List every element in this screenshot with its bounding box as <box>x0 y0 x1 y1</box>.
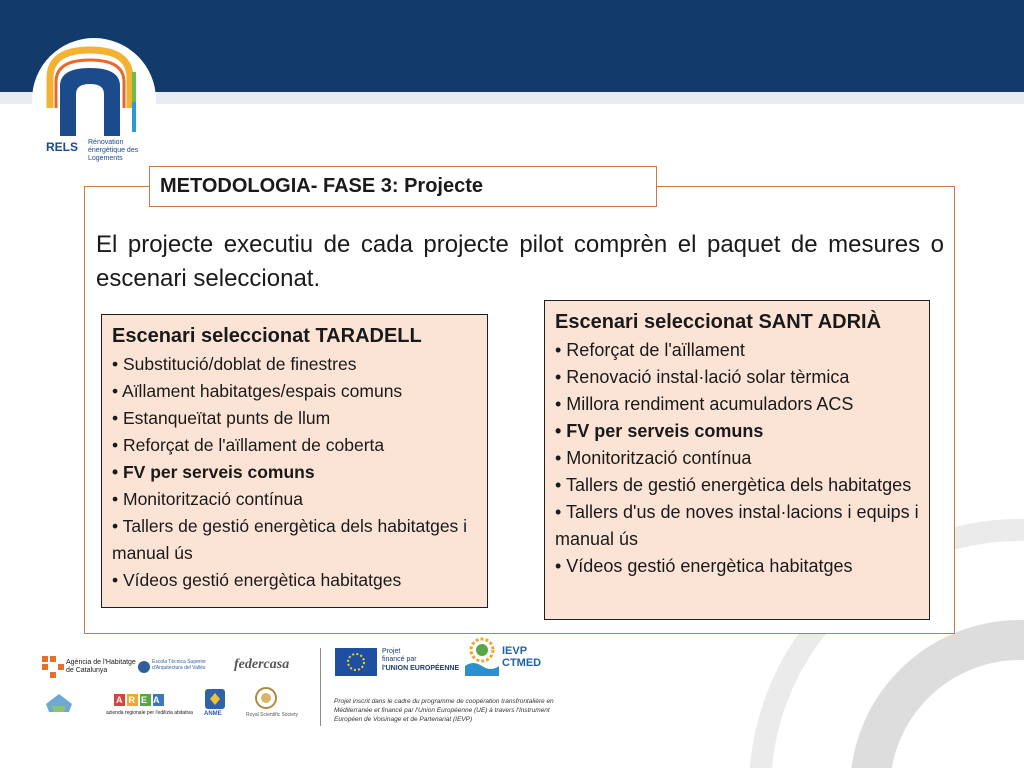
eu-disclaimer: Projet inscrit dans le cadre du programme de coopération transfrontalière en Méditerranée et financé par l'Union Européenne (UE) à travers l'Instrument Européen de Voisinage et de Partenariat (IEVP) <box>334 698 554 723</box>
measure-item: • Monitorització contínua <box>555 448 752 468</box>
scenario-taradell <box>101 314 488 608</box>
measure-list <box>555 337 919 580</box>
measure-item: • Substitució/doblat de finestres <box>112 354 357 374</box>
measure-item: • Vídeos gestió energètica habitatges <box>112 570 402 590</box>
footer-divider <box>320 648 321 726</box>
escola-logo-icon <box>137 660 151 674</box>
measure-item: • Aïllament habitatges/espais comuns <box>112 381 403 401</box>
area-sublabel: azienda regionale per l'edilizia abitativa <box>106 710 193 716</box>
escola-label: Escola Tècnica Superior d'Arquitectura del Vallès <box>152 659 207 671</box>
measure-item: • Tallers de gestió energètica dels habitatges <box>555 475 912 495</box>
house-logo-icon <box>32 38 156 138</box>
eu-line-3: l'UNION EUROPÉENNE <box>382 665 460 672</box>
scenario-sant-adria <box>544 300 930 620</box>
area-label: AREA <box>116 695 166 705</box>
measure-item: • Estanqueïtat punts de llum <box>112 408 331 428</box>
measure-item: • FV per serveis comuns <box>555 421 764 441</box>
measure-item: • Renovació instal·lació solar tèrmica <box>555 367 850 387</box>
measure-item: • Reforçat de l'aïllament <box>555 340 745 360</box>
measure-list <box>112 351 477 594</box>
anme-label: ANME <box>204 711 222 717</box>
logo-tagline: Rénovation énergétique des Logements <box>88 139 139 162</box>
ievp-label: IEVP <box>502 645 528 657</box>
measure-item: • Millora rendiment acumuladors ACS <box>555 394 854 414</box>
eu-line-2: financé par <box>382 656 417 663</box>
eu-line-1: Projet <box>382 648 401 655</box>
agencia-habitatge-logo-icon <box>42 656 64 678</box>
anme-logo-icon <box>204 688 226 710</box>
scenario-title: Escenari seleccionat SANT ADRIÀ <box>555 311 882 333</box>
ievp-ctmed-logo-icon <box>465 636 499 678</box>
measure-item: • Reforçat de l'aïllament de coberta <box>112 435 385 455</box>
rss-logo-icon <box>254 686 278 710</box>
measure-item: • Tallers de gestió energètica dels habitatges i manual ús <box>112 516 468 563</box>
eu-flag-icon <box>335 648 377 676</box>
agencia-habitatge-label: Agència de l'Habitatge de Catalunya <box>66 659 136 674</box>
house-partner-logo-icon <box>44 692 74 714</box>
logo-name: RELS <box>46 140 79 154</box>
scenario-title: Escenari seleccionat TARADELL <box>112 325 422 347</box>
ctmed-label: CTMED <box>502 657 542 669</box>
rss-label: Royal Scientific Society <box>246 712 298 718</box>
measure-item: • Monitorització contínua <box>112 489 303 509</box>
measure-item: • FV per serveis comuns <box>112 462 315 482</box>
measure-item: • Tallers d'us de noves instal·lacions i equips i manual ús <box>555 502 919 549</box>
intro-text: El projecte executiu de cada projecte pilot comprèn el paquet de mesures o escenari seleccionat. <box>96 231 944 292</box>
federcasa-logo: federcasa <box>234 657 290 672</box>
section-title: METODOLOGIA- FASE 3: Projecte <box>149 166 657 207</box>
measure-item: • Vídeos gestió energètica habitatges <box>555 556 853 576</box>
